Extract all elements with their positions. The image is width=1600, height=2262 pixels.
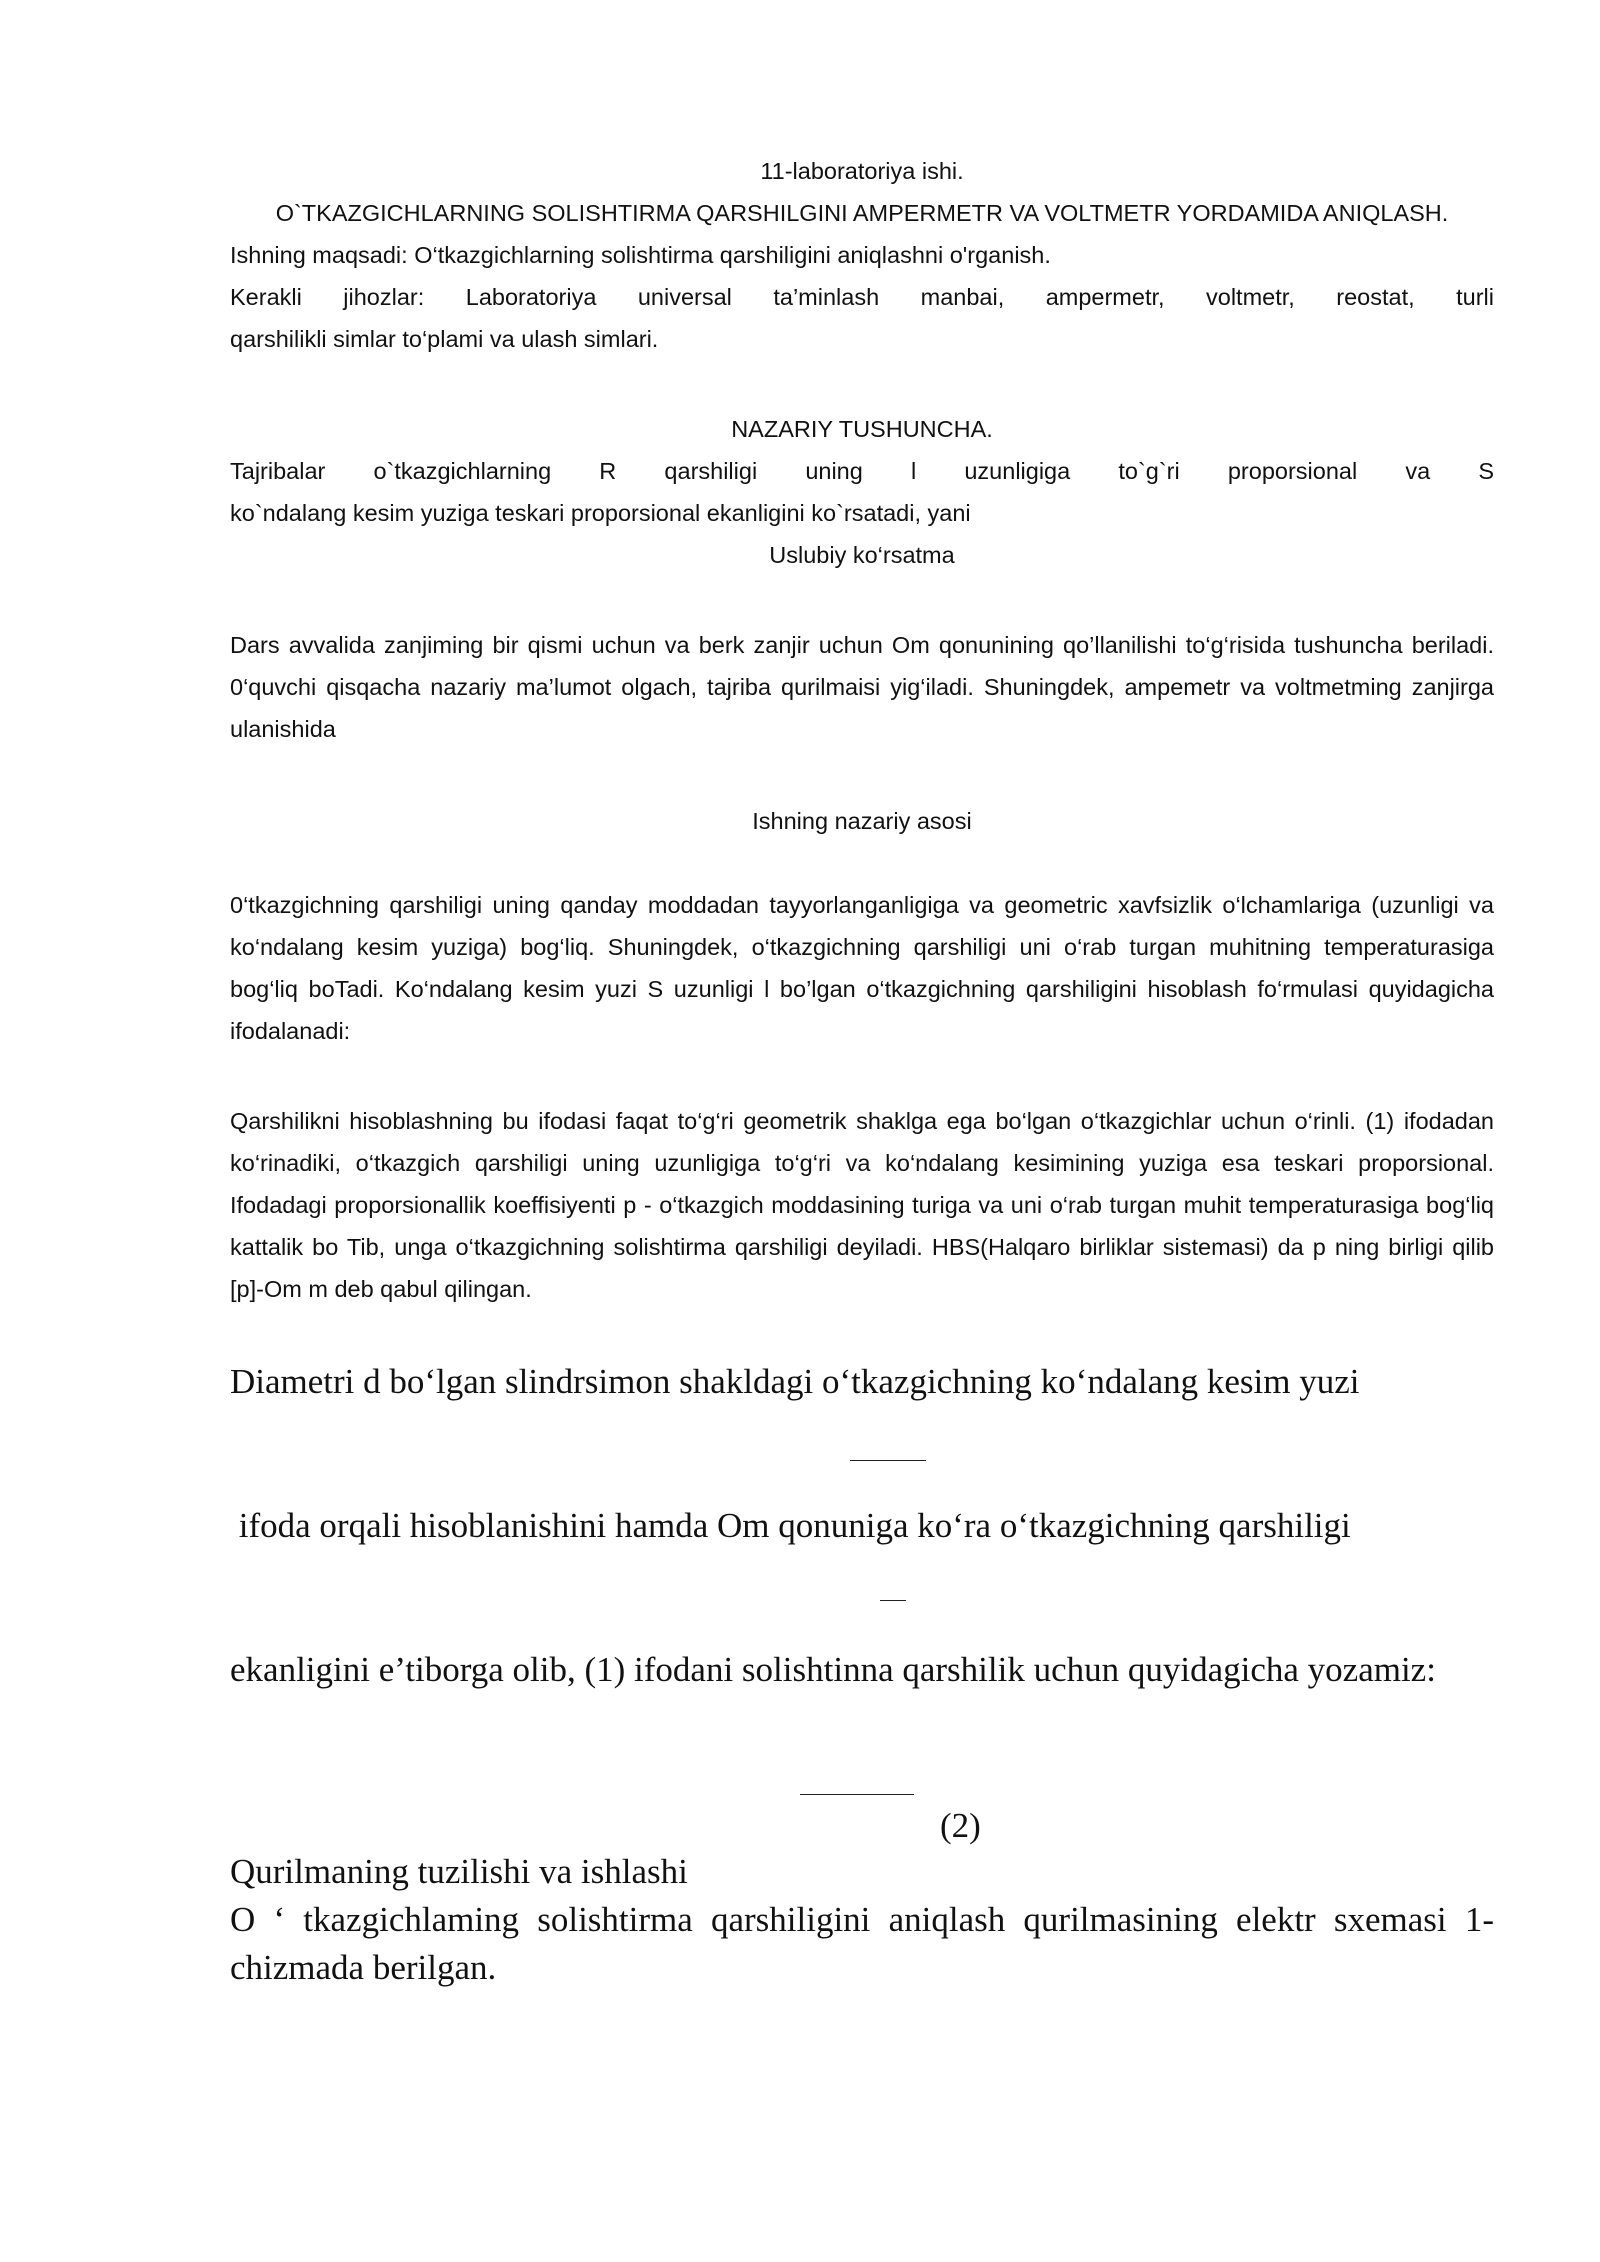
device-heading: Qurilmaning tuzilishi va ishlashi xyxy=(230,1852,688,1891)
aim-text: Ishning maqsadi: O‘tkazgichlarning solishtirma qarshiligini aniqlashni o'rganish. xyxy=(230,242,1051,268)
formula-placeholder-area xyxy=(850,1460,926,1461)
method-paragraph: Dars avvalida zanjiming bir qismi uchun va berk zanjir uchun Om qonunining qo’llanilishi to‘g‘risida tushuncha beriladi. 0‘quvchi qisqacha nazariy ma’lumot olgach, tajriba qurilmaisi yig‘iladi. Shuningdek, ampemetr va voltmetming zanjirga ulanishida xyxy=(230,632,1494,742)
basis-paragraph-2: Qarshilikni hisoblashning bu ifodasi faqat to‘g‘ri geometrik shaklga ega bo‘lgan o‘tkazgichlar uchun o‘rinli. (1) ifodadan ko‘rinadiki, o‘tkazgich qarshiligi uning uzunligiga to‘g‘ri va ko‘ndalang kesimining yuziga esa teskari proporsional. Ifodadagi proporsionallik koeffisiyenti p - o‘tkazgich moddasining turiga va uni o‘rab turgan muhit temperaturasiga bog‘liq kattalik bo Tib, unga o‘tkazgichning solishtirma qarshiligi deyiladi. HBS(Halqaro birliklar sistemasi) da p ning birligi qilib [p]-Om m deb qabul qilingan. xyxy=(230,1108,1494,1302)
derivation-line-2: ifoda orqali hisoblanishini hamda Om qonuniga ko‘ra o‘tkazgichning qarshiligi xyxy=(230,1506,1351,1545)
theory-heading: NAZARIY TUSHUNCHA. xyxy=(731,416,993,442)
formula-placeholder-resistivity xyxy=(800,1794,914,1795)
theory-line-2: ko`ndalang kesim yuziga teskari proporsional ekanligini ko`rsatadi, yani xyxy=(230,500,971,526)
document-title: O`TKAZGICHLARNING SOLISHTIRMA QARSHILGINI AMPERMETR VA VOLTMETR YORDAMIDA ANIQLASH. xyxy=(275,200,1449,226)
basis-heading: Ishning nazariy asosi xyxy=(752,808,972,834)
derivation-line-1: Diametri d bo‘lgan slindrsimon shakldagi o‘tkazgichning ko‘ndalang kesim yuzi xyxy=(230,1362,1360,1401)
lab-number: 11-laboratoriya ishi. xyxy=(760,158,964,184)
equation-number: (2) xyxy=(940,1806,981,1845)
basis-paragraph-1: 0‘tkazgichning qarshiligi uning qanday moddadan tayyorlanganligiga va geometric xavfsizlik o‘lchamlariga (uzunligi va ko‘ndalang kesim yuziga) bog‘liq. Shuningdek, o‘tkazgichning qarshiligi uni o‘rab turgan muhitning temperaturasiga bog‘liq boTadi. Ko‘ndalang kesim yuzi S uzunligi l bo’lgan o‘tkazgichning qarshiligini hisoblash fo‘rmulasi quyidagicha ifodalanadi: xyxy=(230,892,1494,1044)
formula-placeholder-resistance xyxy=(880,1600,906,1601)
method-heading: Uslubiy ko‘rsatma xyxy=(769,542,955,568)
device-paragraph: O ‘ tkazgichlaming solishtirma qarshiligini aniqlash qurilmasining elektr sxemasi 1- chizmada berilgan. xyxy=(230,1900,1494,1987)
equipment-line-1: Kerakli jihozlar: Laboratoriya universal ta’minlash manbai, ampermetr, voltmetr, reostat, turli xyxy=(230,284,1494,310)
derivation-line-3: ekanligini e’tiborga olib, (1) ifodani solishtinna qarshilik uchun quyidagicha yozamiz: xyxy=(230,1650,1436,1689)
equipment-line-2: qarshilikli simlar to‘plami va ulash simlari. xyxy=(230,326,659,352)
theory-line-1: Tajribalar o`tkazgichlarning R qarshiligi uning l uzunligiga to`g`ri proporsional va S xyxy=(230,458,1494,484)
